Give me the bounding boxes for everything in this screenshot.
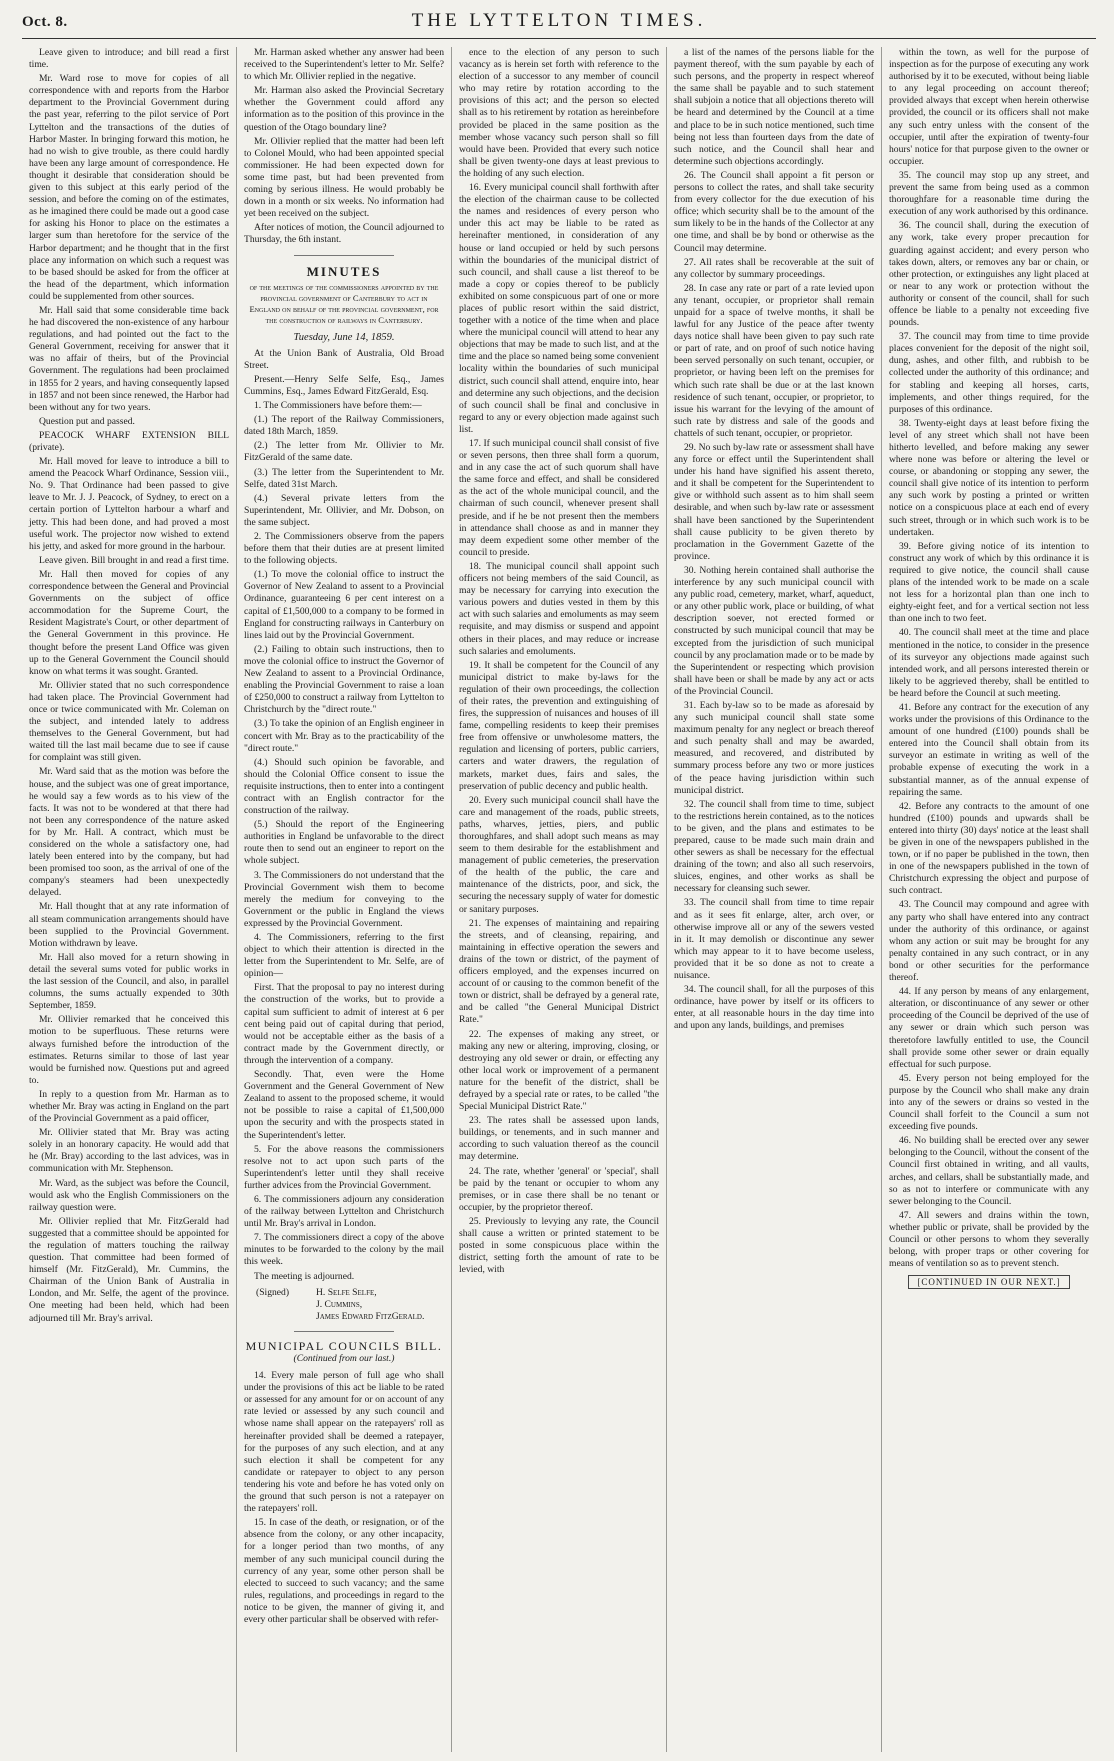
minutes-subheading: of the meetings of the commissioners appointed by the provincial government of Canterbury to act in England on behalf of the provincial government, for the construction of railways in Canterbury. xyxy=(249,281,439,325)
paragraph: 27. All rates shall be recoverable at the suit of any collector by summary proceedings. xyxy=(674,256,874,280)
paragraph: At the Union Bank of Australia, Old Broad Street. xyxy=(244,347,444,371)
paragraph: 37. The council may from time to time provide places convenient for the deposit of the night soil, dung, ashes, and other filth, and rubbish to be collected under the authority of this ordinance; and for stabling and keeping all horses, carts, implements, and other things required, for the purposes of this ordinance. xyxy=(889,331,1089,415)
paragraph: Mr. Ollivier stated that Mr. Bray was acting solely in an honorary capacity. He would add that he (Mr. Bray) according to the last advices, was in communication with Mr. Stephenson. xyxy=(29,1127,229,1175)
paragraph: 41. Before any contract for the execution of any works under the provisions of this Ordinance to the amount of one hundred (£100) pounds shall be entered into the Council shall obtain from its surveyor an estimate in writing as well of the probable expense of executing the work in a substantial manner, as of the annual expense of repairing the same. xyxy=(889,701,1089,798)
paragraph: 15. In case of the death, or resignation, or of the absence from the colony, or any other incapacity, for a longer period than two months, of any member of any such municipal council during the currency of any year, some other person shall be elected to succeed to such vacancy; and the same rules, regulations, and proceedings in regard to the notice to be given, the manner of giving it, and every other particular shall be observed with refer- xyxy=(244,1517,444,1625)
paragraph: 19. It shall be competent for the Council of any municipal district to make by-laws for the regulation of their own proceedings, the collection of their rates, the prevention and extinguishing of fires, the suppression of nuisances and houses of ill fame, compelling residents to keep their premises free from offensive or unwholesome matters, the regulation and licensing of porters, public carriers, carters and water drawers, the regulation of markets, market dues, fairs and sales, the preservation of public decency and public health. xyxy=(459,659,659,792)
minutes-date: Tuesday, June 14, 1859. xyxy=(293,331,395,343)
signature-name: H. Selfe Selfe, xyxy=(316,1286,377,1298)
paragraph: First. That the proposal to pay no interest during the construction of the works, but to provide a capital sum sufficient to admit of interest at 6 per cent being paid out of capital during that period, would not be acceptable either as the basis of a contract made by the Government directly, or through the intervention of a company. xyxy=(244,982,444,1066)
paragraph: 4. The Commissioners, referring to the first object to which their attention is directed in the letter from the Superintendent to Mr. Selfe, are of opinion— xyxy=(244,932,444,980)
paragraph: (5.) Should the report of the Engineering authorities in England be unfavorable to the direct route then to send out an engineer to report on the whole subject. xyxy=(244,819,444,867)
paragraph: 36. The council shall, during the execution of any work, take every proper precaution for guarding against accident; and every person who takes down, alters, or removes any bar or chain, or other protection, or extinguishes any light placed at or near to any work or protection without the authority or consent of the council, shall for such offence be liable to a penalty not exceeding five pounds. xyxy=(889,220,1089,329)
continued-next-label: [CONTINUED IN OUR NEXT.] xyxy=(908,1275,1069,1289)
paragraph: 2. The Commissioners observe from the papers before them that their duties are at present limited to the following objects. xyxy=(244,531,444,567)
paragraph: Mr. Ollivier stated that no such correspondence had taken place. The Provincial Government had once or twice communicated with Mr. Coleman on the subject, and intended lately to address themselves to the General Government, but had waited till the last mail became due to see if cause for complaint was still given. xyxy=(29,679,229,764)
paragraph: ence to the election of any person to such vacancy as is herein set forth with reference to the election of a successor to any member of council who may retire by rotation according to the provisions of this act; and the person so elected shall as to his retirement by rotation as hereinbefore provided be placed in the same position as the member whose vacancy such person shall so fill would have been. Provided that every such notice shall be given twenty-one days at least previous to the holding of any such election. xyxy=(459,47,659,179)
paragraph: (1.) The report of the Railway Commissioners, dated 18th March, 1859. xyxy=(244,414,444,438)
paragraph: 46. No building shall be erected over any sewer belonging to the Council, without the consent of the Council first obtained in writing, and all vaults, arches, and cellars, shall be substantially made, and so as not to interfere or communicate with any sewer belonging to the Council. xyxy=(889,1135,1089,1207)
signature-name: J. Cummins, xyxy=(316,1298,363,1310)
masthead xyxy=(22,10,1096,39)
paragraph: Mr. Hall said that some considerable time back he had discovered the non-existence of any harbour regulations, and had pointed out the fact to the General Government, receiving for answer that it was no affair of theirs, but of the Provincial Government. The regulations had been proclaimed in 1855 for 2 years, and having consequently lapsed in 1857 and not been since renewed, the Harbor had been without any for two years. xyxy=(29,304,229,413)
paragraph: In reply to a question from Mr. Harman as to whether Mr. Bray was acting in England on the part of the Provincial Government as a paid officer, xyxy=(29,1088,229,1125)
paragraph: Mr. Hall then moved for copies of any correspondence between the General and Provincial Governments on the subject of office accommodation for the Supreme Court, the Resident Magistrate's Court, or other department of the General Government in this province. He thought before the present Land Office was given up to the General Government the Council should know on what terms it was sought. Granted. xyxy=(29,568,229,677)
paragraph: 42. Before any contracts to the amount of one hundred (£100) pounds and upwards shall be entered into thirty (30) days' notice at the least shall be given in one of the newspapers published in the town, or if no paper be published in the town, then in one of the newspapers published in the town of Christchurch expressing the object and purpose of such contract. xyxy=(889,800,1089,897)
newspaper-title: THE LYTTELTON TIMES. xyxy=(411,10,707,31)
paragraph: 32. The council shall from time to time, subject to the restrictions herein contained, as to the notices to be given, and the plans and estimates to be prepared, cause to be made such main drain and other sewers as shall be necessary for the effectual draining of the town; and also all such reservoirs, sluices, engines, and other works as shall be necessary for cleansing such sewer. xyxy=(674,798,874,895)
paragraph: (2.) Failing to obtain such instructions, then to move the colonial office to instruct the Governor of New Zealand to assent to a Provincial Ordinance, enabling the Provincial Government to raise a loan of £250,000 to construct a railway from Lyttelton to Christchurch by the "direct route." xyxy=(244,643,444,716)
paragraph: Leave given. Bill brought in and read a first time. xyxy=(39,554,229,566)
paragraph: Mr. Ward, as the subject was before the Council, would ask who the English Commissioners on the railway question were. xyxy=(29,1177,229,1213)
paragraph: 14. Every male person of full age who shall under the provisions of this act be liable to be rated or assessed for any amount for or on account of any rate levied or assessed by any such council and whose name shall appear on the ratepayers' roll as hereinafter provided shall be deemed a ratepayer, for the purposes of any such election, and at any such election it shall be competent for any candidate or ratepayer to object to any person tendering his vote and before he has voted only on the ground that such person is not a ratepayer on the ratepayers' roll. xyxy=(244,1370,444,1515)
paragraph: 29. No such by-law rate or assessment shall have any force or effect until the Superintendent shall under his hand have signified his assent thereto, and it shall be competent for the Superintendent to give or withhold such assent as to him shall seem desirable, and when such by-law rate or assessment shall have been sanctioned by the Superintendent shall cause publicity to be given thereto by proclamation in the Government Gazette of the province. xyxy=(674,442,874,562)
paragraph: PEACOCK WHARF EXTENSION BILL (private). xyxy=(29,429,229,453)
paragraph: 47. All sewers and drains within the town, whether public or private, shall be provided by the Council or other persons to whom they severally belong, with proper traps or other covering for means of ventilation so as to prevent stench. xyxy=(889,1209,1089,1270)
column-1 xyxy=(22,47,237,1752)
paragraph: (2.) The letter from Mr. Ollivier to Mr. FitzGerald of the same date. xyxy=(244,440,444,464)
paragraph: 30. Nothing herein contained shall authorise the interference by any such municipal council with any public road, cemetery, market, wharf, aqueduct, or any other public work, place or building, of what description soever, not erected formed or constructed by such municipal council that may be excepted from the jurisdiction of such municipal council by any proclamation made or to be made by the Superintendent or respecting which provision shall have been or shall be made by any act or acts of the Provincial Council. xyxy=(674,564,874,697)
paragraph: 16. Every municipal council shall forthwith after the election of the chairman cause to be collected the names and residences of every person who under this act may be liable to be rated as hereinafter mentioned, in consideration of any house or land occupied or held by such persons within the boundaries of the municipal district of such council, and shall cause a list thereof to be made a copy or copies thereof to be publicly exhibited on some conspicuous part of one or more places of public resort within the said district, together with a notice of the time when and place where the municipal council will attend to hear any objections that may be made to such list, and at the time and the place so named being some convenient locality within the boundaries of such municipal district, such council shall attend, enquire into, hear and determine any such objections, and the decision of such council shall be final and conclusive in regard to any or every objection made against such list. xyxy=(459,182,659,435)
paragraph: 44. If any person by means of any enlargement, alteration, or discontinuance of any sewer or other proceeding of the Council be deprived of the use of any sewer or drain which such person was theretofore lawfully entitled to use, the Council shall provide some other sewer or drain equally effectual for such purpose. xyxy=(889,986,1089,1070)
paragraph: 25. Previously to levying any rate, the Council shall cause a written or printed statement to be posted in some conspicuous place within the district, setting forth the amount of rate to be levied, with xyxy=(459,1215,659,1276)
paragraph: 3. The Commissioners do not understand that the Provincial Government wish them to become merely the medium for conveying to the Government or the public in England the views expressed by the Provincial Government. xyxy=(244,869,444,929)
paragraph: After notices of motion, the Council adjourned to Thursday, the 6th instant. xyxy=(244,222,444,246)
paragraph: 17. If such municipal council shall consist of five or seven persons, then three shall form a quorum, and in any case the act of such quorum shall have the same force and effect, and shall be considered as the act of the whole municipal council, and the chairman of such council, whenever present shall preside, and if he be not present then the members in attendance shall choose as and in manner they may deem expedient some other member of the council to preside. xyxy=(459,438,659,558)
section-divider xyxy=(294,1331,394,1332)
paragraph: The meeting is adjourned. xyxy=(254,1270,355,1282)
paragraph: Mr. Harman also asked the Provincial Secretary whether the Government could afford any information as to the position of this province in the question of the Otago boundary line? xyxy=(244,85,444,133)
paragraph: 39. Before giving notice of its intention to construct any work of which by this ordinance it is required to give notice, the council shall cause plans of the intended work to be made on a scale not less for a horizontal plan than one inch to eighty-eight feet, and for a vertical section not less than one inch to two feet. xyxy=(889,540,1089,625)
paragraph: 1. The Commissioners have before them:— xyxy=(254,400,422,412)
bill-heading: MUNICIPAL COUNCILS BILL. xyxy=(245,1338,443,1353)
column-3 xyxy=(452,47,667,1752)
paragraph: 20. Every such municipal council shall have the care and management of the roads, public streets, paths, wharves, jetties, piers, and public thoroughfares, and shall adopt such means as may seem to them desirable for the establishment and management of public cemeteries, the preservation of the health of the public, the care and maintenance of the districts, poor, and sick, the securing the necessary supply of water for domestic or sanitary purposes. xyxy=(459,794,659,915)
paragraph: (1.) To move the colonial office to instruct the Governor of New Zealand to assent to a Provincial Ordinance, guaranteeing 6 per cent interest on a capital of £1,500,000 to a company to be formed in England for constructing railways in Canterbury on lines laid out by the Provincial Government. xyxy=(244,569,444,641)
paragraph: Mr. Ollivier replied that the matter had been left to Colonel Mould, who had been appointed special commissioner. He had been expected down for some time past, but had been prevented from coming by serious illness. He would probably be down in a month or six weeks. No information had yet been received on the subject. xyxy=(244,135,444,220)
paragraph: (3.) To take the opinion of an English engineer in concert with Mr. Bray as to the practicability of the "direct route." xyxy=(244,718,444,754)
bill-continued-note: (Continued from our last.) xyxy=(293,1353,395,1364)
paragraph: Mr. Ollivier replied that Mr. FitzGerald had suggested that a committee should be appointed for the regulation of matters touching the railway question. That committee had been formed of himself (Mr. FitzGerald), Mr. Cummins, the Chairman of the Union Bank of Australia in London, and Mr. Selfe, the agent of the province. One meeting had been held, which had been adjourned till Mr. Bray's arrival. xyxy=(29,1215,229,1324)
paragraph: Secondly. That, even were the Home Government and the General Government of New Zealand to assent to the proposed scheme, it would not be possible to raise a capital of £1,500,000 upon the security and with the prospects stated in the Superintendent's letter. xyxy=(244,1069,444,1141)
continued-next-note xyxy=(889,1276,1089,1288)
paragraph: 38. Twenty-eight days at least before fixing the level of any street which shall not have been hitherto levelled, and before making any sewer where none was before or altering the level or course, or abandoning or stopping any sewer, the council shall give notice of its intention to perform any such work by posting a printed or written notice on a conspicuous place at each end of every such street, through or in which such work is to be undertaken. xyxy=(889,417,1089,538)
paragraph: 23. The rates shall be assessed upon lands, buildings, or tenements, and in such manner and according to such valuation thereof as the council may determine. xyxy=(459,1115,659,1163)
paragraph: 21. The expenses of maintaining and repairing the streets, and of cleansing, repairing, and maintaining in effective operation the sewers and drains of the town or district, of the payment of officers employed, and the expenses incurred on account of or causing to the common benefit of the town or district, shall be defrayed by a general rate, and be called "the General Municipal District Rate." xyxy=(459,917,659,1026)
paragraph: Mr. Ollivier remarked that he conceived this motion to be superfluous. These returns were always furnished before the introduction of the estimates. Returns similar to those of last year would be furnished now. Questions put and agreed to. xyxy=(29,1014,229,1086)
paragraph: (3.) The letter from the Superintendent to Mr. Selfe, dated 31st March. xyxy=(244,466,444,490)
paragraph: within the town, as well for the purpose of inspection as for the purpose of executing any work authorised by it to be executed, without being liable to any legal proceeding on account thereof; provided always that except when herein otherwise provided, the council or its officers shall not make any such entry unless with the consent of the occupier, until after the expiration of twenty-four hours' notice for that purpose given to the owner or occupier. xyxy=(889,47,1089,167)
paragraph: 33. The council shall from time to time repair and as it sees fit enlarge, alter, arch over, or otherwise improve all or any of the sewers vested in it. It may demolish or discontinue any sewer which may appear to it to have become useless, provided that it be so done as not to create a nuisance. xyxy=(674,897,874,982)
paragraph: 31. Each by-law so to be made as aforesaid by any such municipal council shall state some maximum penalty for any neglect or breach thereof and such penalty shall and may be awarded, measured, and recovered, and distributed by summary process before any two or more justices of the peace having jurisdiction within such municipal district. xyxy=(674,699,874,796)
paragraph: (4.) Several private letters from the Superintendent, Mr. Ollivier, and Mr. Dobson, on the same subject. xyxy=(244,492,444,528)
paragraph: Mr. Harman asked whether any answer had been received to the Superintendent's letter to Mr. Selfe? to which Mr. Ollivier replied in the negative. xyxy=(244,47,444,83)
section-divider xyxy=(294,255,394,256)
paragraph: 24. The rate, whether 'general' or 'special', shall be paid by the tenant or occupier to whom any premises, or in case there shall be no tenant or occupier, by the proprietor thereof. xyxy=(459,1165,659,1213)
paragraph: (4.) Should such opinion be favorable, and should the Colonial Office consent to issue the requisite instructions, then to enter into a contingent contract with an English contractor for the construction of the railway. xyxy=(244,756,444,817)
paragraph: Mr. Ward said that as the motion was before the house, and the subject was one of great importance, he would say a few words as to his view of the facts. It was not to be wondered at that there had not been any correspondence of the nature asked for by Mr. Hall. A contract, which must be considered on the whole a satisfactory one, had lately been entered into by the company, but had been promised too soon, as the arrival of one of the company's steamers had been unexpectedly delayed. xyxy=(29,766,229,899)
signature-names xyxy=(316,1287,424,1323)
paragraph: 34. The council shall, for all the purposes of this ordinance, have power by itself or its officers to enter, at all reasonable hours in the day time into and upon any lands, buildings, and premises xyxy=(674,984,874,1032)
signature-block xyxy=(244,1287,444,1323)
paragraph: Mr. Hall moved for leave to introduce a bill to amend the Peacock Wharf Ordinance, Session viii., No. 9. That Ordinance had been passed to give leave to Mr. J. J. Peacock, of Sydney, to erect on a certain portion of Lyttelton harbour a wharf and jetty. This had been done, and had proved a most useful work. The projector now wished to extend his jetty, and asked for more ground in the harbour. xyxy=(29,456,229,552)
paragraph: 28. In case any rate or part of a rate levied upon any tenant, occupier, or proprietor shall remain unpaid for a space of twelve months, it shall be lawful for any Justice of the peace after twenty days notice shall have been given to pay such rate or part of rate, and on proof of such notice having been served personally on such tenant, occupier, or proprietor, or having been left on the premises for which such rate shall be due or at the last known residence of such tenant, occupier, or proprietor, to issue his warrant for the levying of the amount of such rate by distress and sale of the goods and chattels of such tenant, occupier, or proprietor. xyxy=(674,282,874,439)
issue-date: Oct. 8. xyxy=(22,14,68,30)
paragraph: 35. The council may stop up any street, and prevent the same from being used as a common thoroughfare for a reasonable time during the execution of any work authorised by this ordinance. xyxy=(889,169,1089,218)
paragraph: Question put and passed. xyxy=(39,415,135,427)
minutes-heading: MINUTES xyxy=(306,263,382,279)
paragraph: Mr. Ward rose to move for copies of all correspondence with and reports from the Harbor department to the Provincial Government during the past year, referring to the pilot service of Port Lyttelton and the transactions of the duties of Harbor Master. In bringing forward this motion, he had no wish to give trouble, as there could hardly have been any large amount of correspondence. He thought it desirable that consideration should be given to this subject at this early period of the session, and before the coming on of the estimates, as he imagined there could be made out a good case for asking his Honor to place on the estimates a larger sum than heretofore for the service of the Harbor department; and he thought that in the first place any information on which such a request was to be based should be asked for from the officer at the head of the department, which information could be supplemented from other sources. xyxy=(29,73,229,302)
column-2 xyxy=(237,47,452,1752)
paragraph: Mr. Hall thought that at any rate information of all steam communication arrangements should have been supplied to the Provincial Government. Motion withdrawn by leave. xyxy=(29,901,229,949)
paragraph: Leave given to introduce; and bill read a first time. xyxy=(29,47,229,71)
paragraph: 45. Every person not being employed for the purpose by the Council who shall make any drain into any of the sewers or drains so vested in the Council shall forfeit to the Council a sum not exceeding five pounds. xyxy=(889,1072,1089,1133)
column-5 xyxy=(882,47,1096,1752)
paragraph: a list of the names of the persons liable for the payment thereof, with the sum payable by each of such persons, and the property in respect whereof the same shall be payable and to such statement shall subjoin a notice that all objections thereto will be heard and determined by the Council at a time and place to be in such notice mentioned, such time being not less than fourteen days from the date of such notice, and the Council shall hear and determine such objections accordingly. xyxy=(674,47,874,167)
article-columns xyxy=(22,47,1096,1752)
column-4 xyxy=(667,47,882,1752)
paragraph: 18. The municipal council shall appoint such officers not being members of the said Council, as may be necessary for carrying into execution the various powers and duties vested in them by this act with such salaries and emoluments as may seem requisite, and may dismiss or suspend and appoint others in their places, and may reduce or increase such salaries and emoluments. xyxy=(459,560,659,657)
paragraph: Present.—Henry Selfe Selfe, Esq., James Cummins, Esq., James Edward FitzGerald, Esq. xyxy=(244,373,444,397)
signed-label: (Signed) xyxy=(256,1286,290,1298)
paragraph: 5. For the above reasons the commissioners resolve not to act upon such parts of the Superintendent's letter until they shall receive further advices from the Provincial Government. xyxy=(244,1143,444,1191)
paragraph: 40. The council shall meet at the time and place mentioned in the notice, to consider in the presence of its surveyor any objections made against such intended work, and all persons interested therein or likely to be aggrieved thereby, shall be entitled to be heard before the Council at such meeting. xyxy=(889,627,1089,699)
paragraph: 43. The Council may compound and agree with any party who shall have entered into any contract under the authority of this ordinance, or against whom any action or suit may be brought for any penalty contained in any such contract, or in any bond or other securities for the performance thereof. xyxy=(889,899,1089,984)
paragraph: 22. The expenses of making any street, or making any new or altering, improving, closing, or destroying any old sewer or drain, or effecting any other local work or improvement of a permanent nature for the benefit of the district, shall be defrayed by a special rate or rates, to be called "the Special Municipal District Rate." xyxy=(459,1028,659,1113)
paragraph: 7. The commissioners direct a copy of the above minutes to be forwarded to the colony by the mail this week. xyxy=(244,1232,444,1268)
paragraph: 6. The commissioners adjourn any consideration of the railway between Lyttelton and Christchurch until Mr. Bray's arrival in London. xyxy=(244,1193,444,1230)
signature-name: James Edward FitzGerald. xyxy=(316,1310,425,1322)
paragraph: 26. The Council shall appoint a fit person or persons to collect the rates, and shall take security from every collector for the due execution of his office; which security shall be to the amount of the sum likely to be in the hands of the Collector at any one time, and shall be by bond or otherwise as the Council may determine. xyxy=(674,169,874,254)
paragraph: Mr. Hall also moved for a return showing in detail the several sums voted for public works in the last session of the Council, and also, in parallel columns, the sums actually expended to 30th September, 1859. xyxy=(29,951,229,1012)
